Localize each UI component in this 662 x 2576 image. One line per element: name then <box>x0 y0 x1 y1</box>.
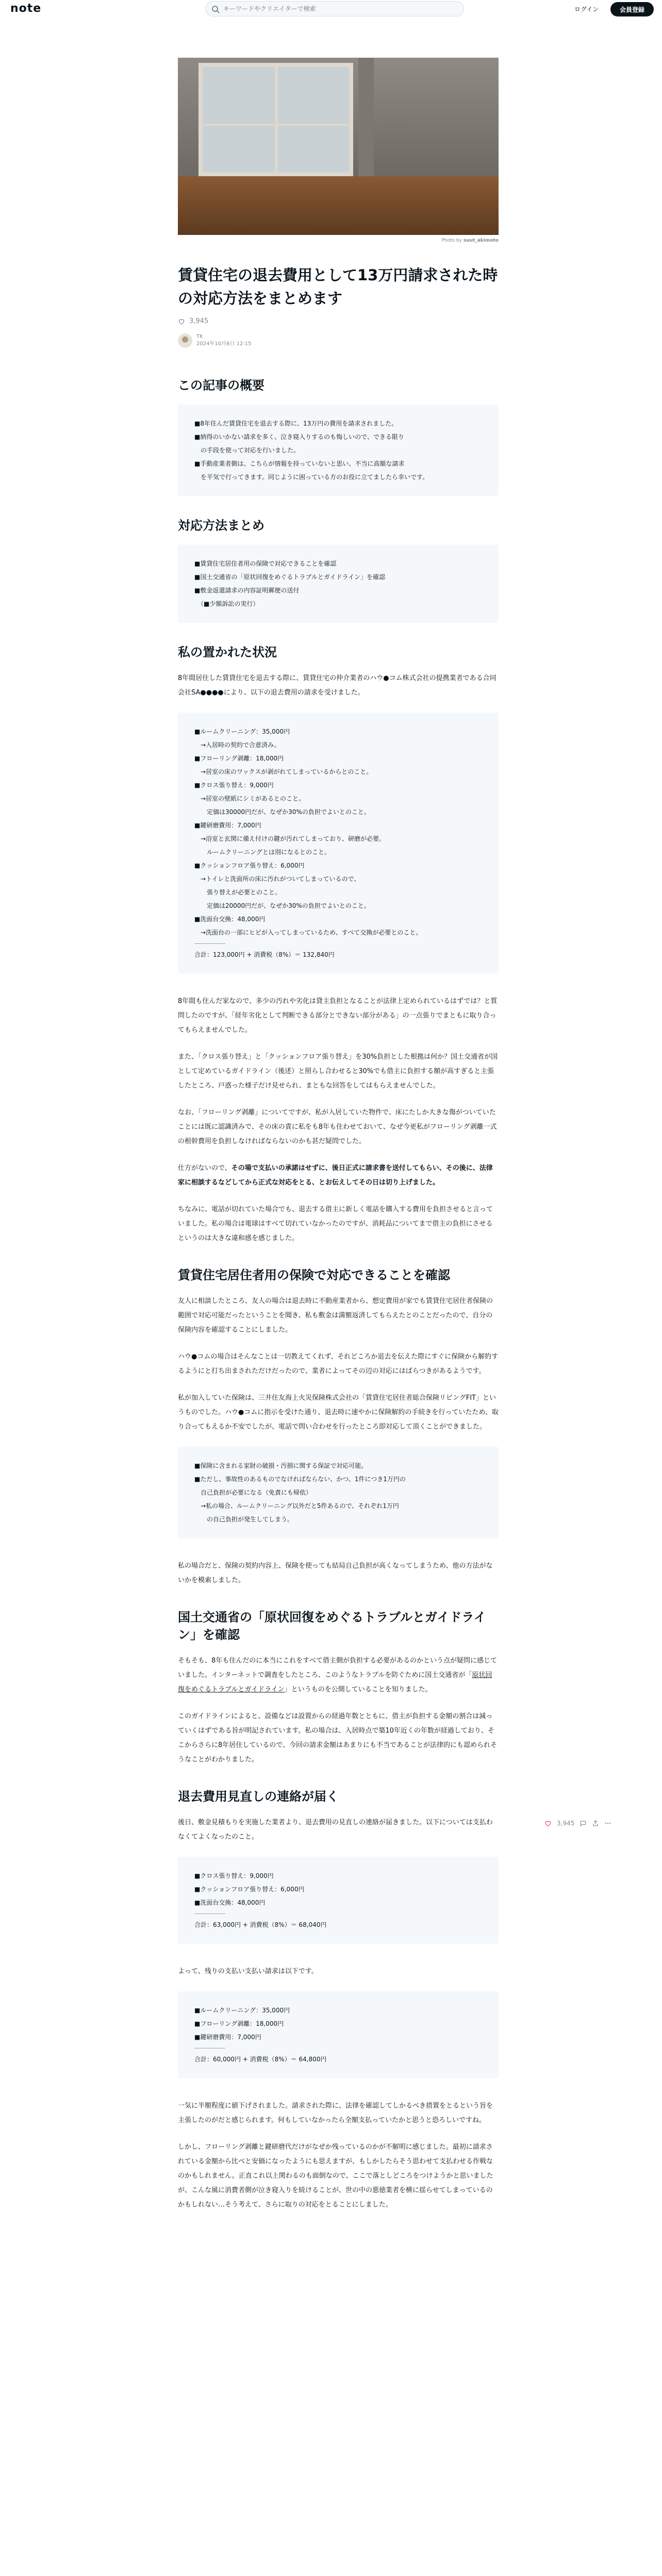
summary-box <box>178 545 499 623</box>
bill-line: ■フローリング剥離：18,000円 <box>194 755 284 762</box>
bill-line: ■鍵研磨費用：7,000円 <box>194 822 261 829</box>
bill-line: ■ルームクリーニング：35,000円 <box>194 728 290 735</box>
insurance-line: ■保険に含まれる家財の破損・汚損に関する保証で対応可能。 <box>194 1462 368 1469</box>
photo-credit-label: Photo by <box>441 238 462 243</box>
bill-line: →洗面台の一部にヒビが入ってしまっているため、すべて交換が必要とのこと。 <box>194 929 422 936</box>
paragraph: このガイドラインによると、設備などは設置からの経過年数とともに、借主が負担する金額の割合は減っていくはずである旨が明記されています。私の場合は、入居時点で築10年近くの年数が経過しており、そこからさらに8年居住しているので、今回の請求金額はあまりにも不当であることが法律的にも認められそうなことがわかりました。 <box>178 1713 498 1764</box>
more-icon[interactable] <box>604 1820 611 1827</box>
bill-line: →トイレと洗面所の床に汚れがついてしまっているので、 <box>194 875 360 883</box>
heading-overview: この記事の概要 <box>178 378 264 393</box>
photo-credit-name[interactable]: suut_akimoto <box>463 238 499 243</box>
paragraph: 私の場合だと、保険の契約内容上、保険を使っても結局自己負担が高くなってしまうため、他の方法がないかを模索しました。 <box>178 1562 493 1584</box>
share-icon[interactable] <box>592 1820 599 1827</box>
waived-line: ■洗面台交換：48,000円 <box>194 1899 266 1906</box>
waived-line: ■クロス張り替え：9,000円 <box>194 1872 274 1879</box>
insurance-line: の自己負担が発生してしまう。 <box>194 1516 294 1523</box>
overview-line: の手段を使って対応を行いました。 <box>194 447 300 454</box>
bill-line: 定価は20000円だが、なぜか30%の負担でよいとのこと。 <box>194 902 370 909</box>
divider <box>194 943 225 944</box>
insurance-line: 自己負担が必要になる（免責にも帰依） <box>194 1489 312 1496</box>
paragraph: 8年間居住した賃貸住宅を退去する際に、賃貸住宅の仲介業者のハウ●コム株式会社の提携業者である合同会社SA●●●●により、以下の退去費用の請求を受けました。 <box>178 674 496 697</box>
waived-total: 合計：63,000円 + 消費税（8%）＝ 68,040円 <box>194 1921 327 1928</box>
remaining-line: ■ルームクリーニング：35,000円 <box>194 2007 290 2014</box>
remaining-box <box>178 1991 499 2078</box>
overview-line: ■8年住んだ賃貸住宅を退去する際に、13万円の費用を請求されました。 <box>194 420 398 427</box>
remaining-line: ■フローリング剥離：18,000円 <box>194 2020 284 2027</box>
eyecatch-image <box>178 58 499 235</box>
paragraph: しかし、フローリング剥離と鍵研磨代だけがなぜか残っているのかが不解明に感じました。最初に請求されている金額から比べと安価になったようにも思えますが、もしかしたらそう思わせて支払わせる作戦なのかもしれません。正直これ以上関わるのも面倒なので、ここで落としどころをつけようかと思いましたが、こんな風に消費者側が泣き寝入りを続けることが、世の中の悪徳業者を横に揺らせてしまっているのかもしれない…そう考えて、さらに取りの対応をとることにしました。 <box>178 2143 493 2209</box>
paragraph: 後日、敷金見積もりを実施した業者より、退去費用の見直しの連絡が届きました。以下については支払わなくてよくなったのこと。 <box>178 1819 493 1841</box>
summary-line: ■国土交通省の「原状回復をめぐるトラブルとガイドライン」を確認 <box>194 573 386 581</box>
like-count-row[interactable] <box>178 317 499 325</box>
avatar[interactable] <box>178 333 192 348</box>
search-bar[interactable] <box>205 1 464 16</box>
bill-box <box>178 713 499 974</box>
site-header <box>0 0 662 19</box>
paragraph: また、「クロス張り替え」と「クッションフロア張り替え」を30%負担とした根拠は何か？国土交通省が国として定めているガイドライン（後述）と照らし合わせると30%でも借主に負担する額が高すぎると主張したところ、戸惑った様子だけ見せられ、まともな回答をしてはもらえませんでした。 <box>178 1053 498 1090</box>
paragraph: ハウ●コムの場合はそんなことは一切教えてくれず、それどころか退去を伝えた際にすぐに保険から解約するようにと打ち出まされただけだったので、業者によってその辺の対応にはばらつきがあるようです。 <box>178 1353 499 1375</box>
summary-line: （■少額訴訟の実行） <box>194 600 259 607</box>
author-name[interactable]: TK <box>196 334 203 340</box>
heart-icon[interactable] <box>544 1820 552 1827</box>
remaining-line: ■鍵研磨費用：7,000円 <box>194 2033 261 2041</box>
insurance-line: →私の場合、ルームクリーニング以外だと5件あるので、それぞれ1万円 <box>194 1502 399 1510</box>
bill-total: 合計：123,000円 + 消費税（8%）＝ 132,840円 <box>194 951 335 958</box>
note-logo[interactable]: note <box>10 2 42 15</box>
bill-line: ルームクリーニングとは別になるとのこと。 <box>194 849 331 856</box>
paragraph-text: 仕方がないので、 <box>178 1164 231 1172</box>
heading-summary: 対応方法まとめ <box>178 518 264 533</box>
article <box>178 58 499 2225</box>
side-actions <box>544 1820 611 1827</box>
paragraph-text: 」というものを公開していることを知りました。 <box>284 1686 432 1693</box>
side-like-count: 3,945 <box>557 1820 575 1827</box>
bill-line: ■洗面台交換：48,000円 <box>194 916 266 923</box>
article-title: 賃貸住宅の退去費用として13万円請求された時の対応方法をまとめます <box>178 266 498 307</box>
paragraph <box>178 1161 499 1190</box>
paragraph-emphasis: その場で支払いの承諾はせずに、後日正式に請求書を送付してもらい、その後に、法律家に相談するなどしてから正式な対応をとる、とお伝えしてその日は切り上げました。 <box>178 1164 493 1187</box>
search-input[interactable] <box>223 5 450 12</box>
bill-line: 定価は30000円だが、なぜか30%の負担でよいとのこと。 <box>194 808 370 816</box>
search-icon <box>212 6 218 12</box>
paragraph: ちなみに、電話が切れていた場合でも、退去する借主に新しく電話を購入する費用を負担させると言っていました。私の場合は電球はすべて切れていなかったのですが、消耗品についてまで借主の負担にさせるというのは大きな違和感を感じました。 <box>178 1206 493 1242</box>
bill-line: ■クロス張り替え：9,000円 <box>194 782 274 789</box>
publish-date: 2024年10月6日 12:15 <box>196 341 252 347</box>
heart-icon[interactable] <box>178 318 185 325</box>
divider <box>194 1913 225 1914</box>
overview-line: ■納得のいかない請求を多く、泣き寝入りするのも悔しいので、できる限り <box>194 433 404 440</box>
bill-line: →入居時の契約で合意済み。 <box>194 741 280 749</box>
paragraph-text: そもそも、8年も住んだのに本当にこれをすべて借主側が負担する必要があるのかという点が疑問に感じていました。インターネットで調査をしたところ、このようなトラブルを防ぐために国土交通省が「 <box>178 1657 498 1679</box>
paragraph: 8年間も住んだ家なので、多少の汚れや劣化は貸主負担となることが法律上定められているはずでは？と質問したのですが、「経年劣化として判断できる部分とできない部分がある」の一点張りでまともに取り合ってもらえませんでした。 <box>178 997 498 1034</box>
overview-box <box>178 404 499 496</box>
bill-line: 張り替えが必要とのこと。 <box>194 889 282 896</box>
guideline-link[interactable]: 原状回復をめぐるトラブルとガイドライン <box>178 1671 492 1693</box>
paragraph <box>178 1654 499 1697</box>
waived-box <box>178 1857 499 1944</box>
bill-line: →浴室と玄関に備え付けの鍵が汚れてしまっており、研磨が必要。 <box>194 835 386 842</box>
paragraph: なお、「フローリング剥離」についてですが、私が入居していた物件で、床にたしか大きな傷がついていたことには既に認識済みで、その床の責に私をも8年も住わせておいて、なぜ今更私がフローリング剥離一式の根幹費用を負担しなければならないのかも甚だ疑問でした。 <box>178 1109 497 1145</box>
bill-line: ■クッションフロア張り替え：6,000円 <box>194 862 305 869</box>
heading-contact: 退去費用見直しの連絡が届く <box>178 1789 339 1804</box>
summary-line: ■敷金返還請求の内容証明郵便の送付 <box>194 587 300 594</box>
comment-icon[interactable] <box>580 1820 587 1827</box>
remaining-total: 合計：60,000円 + 消費税（8%）＝ 64,800円 <box>194 2056 327 2063</box>
overview-line: ■手動産業者側は、こちらが情報を持っていないと思い、不当に高額な請求 <box>194 460 405 467</box>
photo-credit <box>178 238 499 243</box>
insurance-box <box>178 1447 499 1538</box>
heading-mlit: 国土交通省の「原状回復をめぐるトラブルとガイドライン」を確認 <box>178 1610 486 1642</box>
signup-button[interactable]: 会員登録 <box>610 2 654 16</box>
paragraph: 私が加入していた保険は、三井住友海上火災保険株式会社の「賃貸住宅居住者総合保険リビングFIT」というものでした。ハウ●コムに指示を受けた通り、退去時に速やかに保険解約の手続きを行っていたため、取り合ってもえるか不安でしたが、電話で問い合わせを行ったところ即対応して頂くことができました。 <box>178 1394 499 1431</box>
insurance-line: ■ただし、事故性のあるものでなければならない、かつ、1件につき1万円の <box>194 1476 406 1483</box>
heading-situation: 私の置かれた状況 <box>178 645 277 659</box>
bill-line: →居室の壁紙にシミがあるとのこと。 <box>194 795 305 802</box>
bill-line: →居室の床のワックスが剥がれてしまっているからとのこと。 <box>194 768 373 775</box>
summary-line: ■賃貸住宅居住者用の保険で対応できることを確認 <box>194 560 337 567</box>
heading-insurance: 賃貸住宅居住者用の保険で対応できることを確認 <box>178 1268 450 1282</box>
waived-line: ■クッションフロア張り替え：6,000円 <box>194 1886 305 1893</box>
like-count: 3,945 <box>189 317 209 325</box>
paragraph: 一気に半額程度に値下げされました。請求された際に、法律を確認してしかるべき措置をとるという旨を主張したのがだと感じられます。何もしていなかったら全額支払っていたかと思うと恐ろしいですね。 <box>178 2102 493 2124</box>
paragraph: 友人に相談したところ、友人の場合は退去時に不動産業者から、想定費用が家でも賃貸住宅居住者保険の範囲で対応可能だったということを聞き、私も敷金は満額返済してもらえたとのことだったので、自分の保険内容を確認することにしました。 <box>178 1297 493 1334</box>
overview-line: を平気で行ってきます。同じように困っている方のお役に立てましたら幸いです。 <box>194 473 429 481</box>
paragraph: よって、残りの支払い支払い請求は以下です。 <box>178 1968 318 1975</box>
author-row[interactable] <box>178 333 499 348</box>
login-button[interactable]: ログイン <box>569 2 604 16</box>
